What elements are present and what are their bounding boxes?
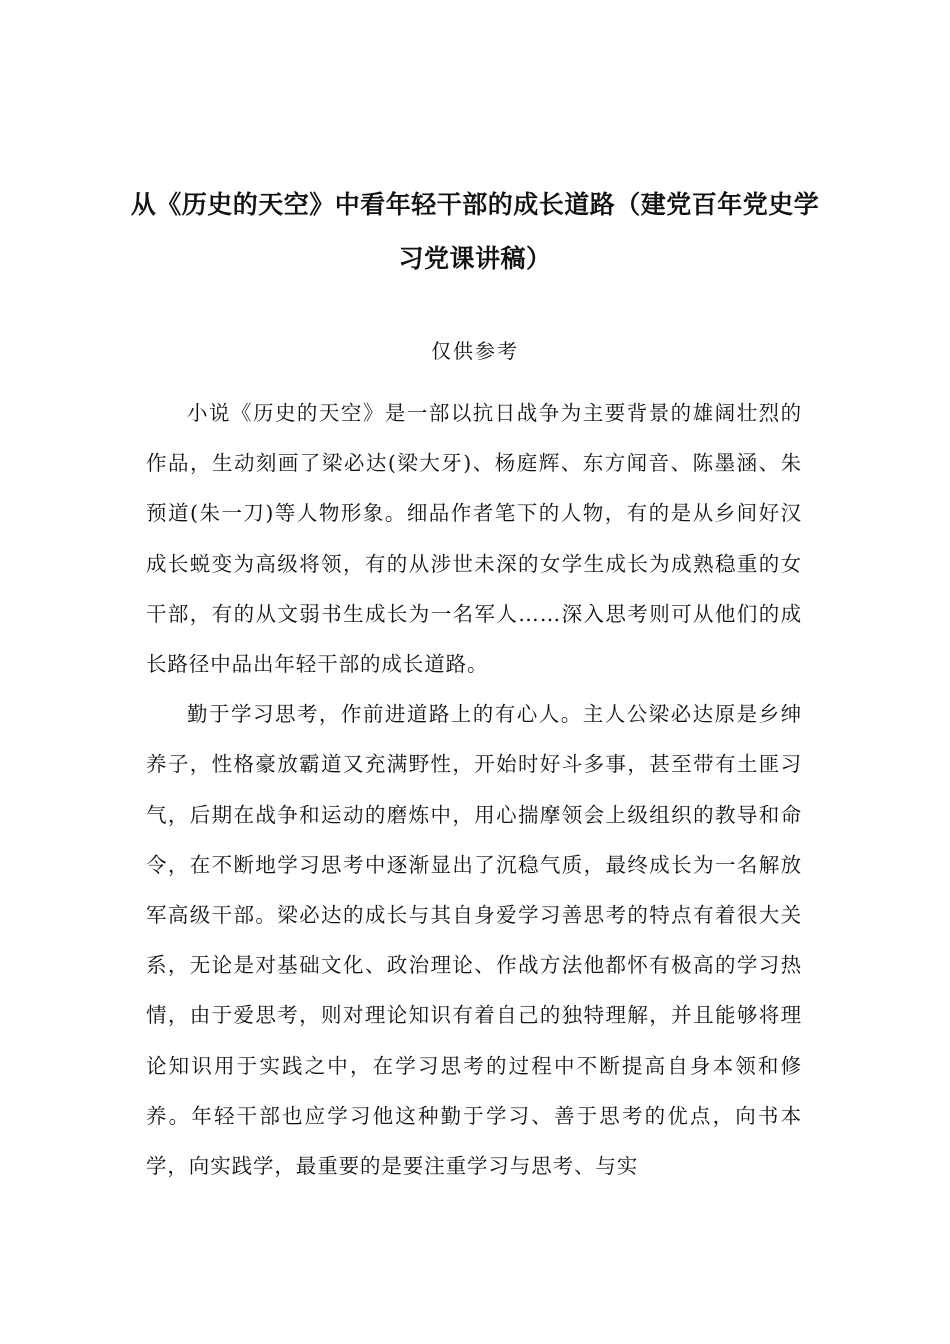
document-body — [146, 388, 802, 1191]
paragraph: 小说《历史的天空》是一部以抗日战争为主要背景的雄阔壮烈的作品，生动刻画了梁必达(梁大牙)、杨庭辉、东方闻音、陈墨涵、朱预道(朱一刀)等人物形象。细品作者笔下的人物，有的是从乡间好汉成长蜕变为高级将领，有的从涉世未深的女学生成长为成熟稳重的女干部，有的从文弱书生成长为一名军人……深入思考则可从他们的成长路径中品出年轻干部的成长道路。 — [146, 401, 802, 677]
document-title: 从《历史的天空》中看年轻干部的成长道路（建党百年党史学习党课讲稿） — [130, 190, 820, 273]
document-subtitle: 仅供参考 — [431, 339, 519, 363]
paragraph: 勤于学习思考，作前进道路上的有心人。主人公梁必达原是乡绅养子，性格豪放霸道又充满野性，开始时好斗多事，甚至带有土匪习气，后期在战争和运动的磨炼中，用心揣摩领会上级组织的教导和命令，在不断地学习思考中逐渐显出了沉稳气质，最终成长为一名解放军高级干部。梁必达的成长与其自身爱学习善思考的特点有着很大关系，无论是对基础文化、政治理论、作战方法他都怀有极高的学习热情，由于爱思考，则对理论知识有着自己的独特理解，并且能够将理论知识用于实践之中，在学习思考的过程中不断提高自身本领和修养。年轻干部也应学习他这种勤于学习、善于思考的优点，向书本学，向实践学，最重要的是要注重学习与思考、与实 — [146, 702, 802, 1179]
